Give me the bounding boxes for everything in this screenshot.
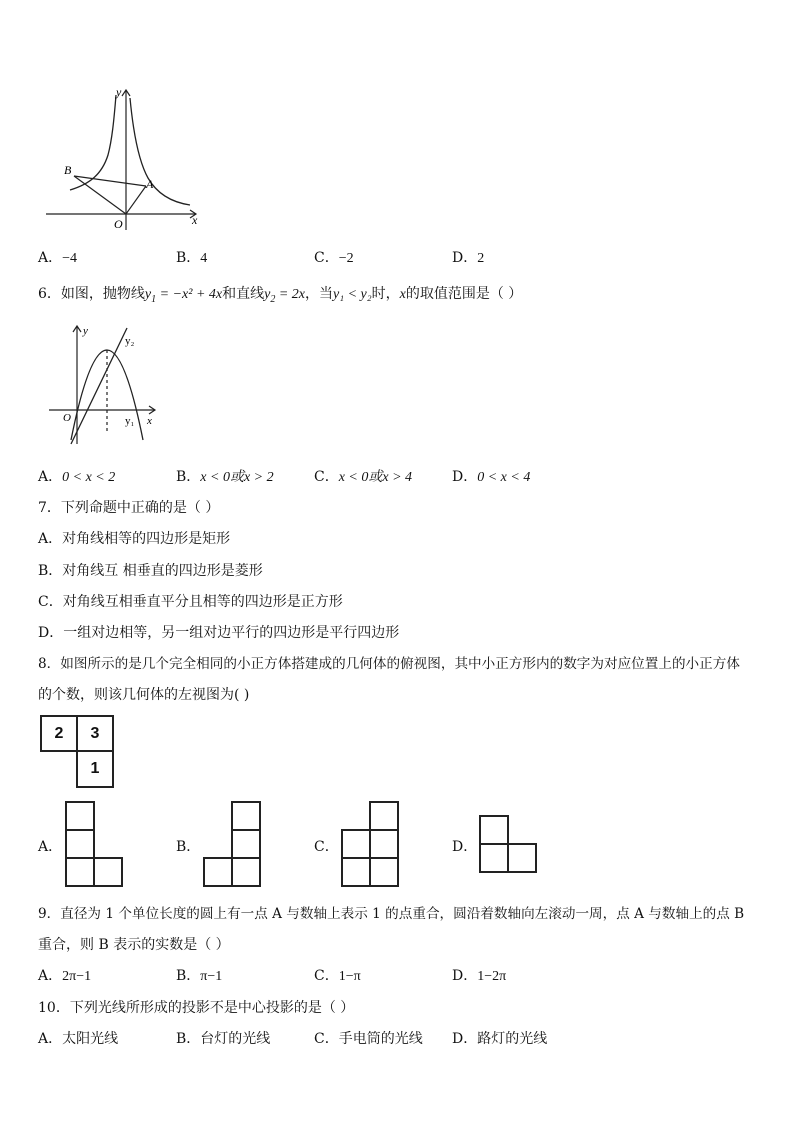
q8-option-c-figure [340, 800, 400, 890]
q6-origin-label: O [63, 412, 71, 424]
q10-option-a[interactable]: A．太阳光线 [38, 1031, 119, 1047]
q6-y1-label: y₁ [125, 415, 135, 427]
q10-stem: 10．下列光线所形成的投影不是中心投影的是（ ） [38, 1000, 355, 1016]
q8-cell-3: 3 [76, 715, 114, 752]
q8-stem-line1: 8．如图所示的是几个完全相同的小正方体搭建成的几何体的俯视图，其中小正方形内的数字为对应位置上的小正方体 [38, 656, 740, 672]
q6-y2-label: y₂ [125, 335, 135, 347]
q5-segment-oa [126, 186, 146, 214]
q8-option-a-figure [64, 800, 124, 890]
q6-graph [45, 320, 165, 450]
q8-option-c-label[interactable]: C． [314, 839, 339, 855]
q5-point-b-label: B [64, 163, 72, 177]
q9-option-d[interactable]: D．1−2π [452, 968, 507, 984]
q5-option-b[interactable]: B．4 [176, 250, 208, 266]
q5-point-a-label: A [146, 177, 154, 191]
q9-stem-line2: 重合，则 B 表示的实数是（ ） [38, 937, 230, 953]
q9-option-b[interactable]: B．π−1 [176, 968, 223, 984]
q8-option-b-label[interactable]: B． [176, 839, 201, 855]
q6-line-y2 [71, 328, 127, 444]
q9-option-c[interactable]: C．1−π [314, 968, 361, 984]
q8-option-d-label[interactable]: D． [452, 839, 478, 855]
q6-stem: 6．如图，抛物线$y_1 = -x^2 + 4x$和直线$y_2 = 2x$，当y₁ < y₂时，x的取值范围是（ ） [38, 286, 523, 305]
q10-option-d[interactable]: D．路灯的光线 [452, 1031, 548, 1047]
q10-option-c[interactable]: C．手电筒的光线 [314, 1031, 423, 1047]
q6-x-label: x [147, 415, 152, 427]
q9-option-a[interactable]: A．2π−1 [38, 968, 92, 984]
q5-option-c[interactable]: C．−2 [314, 250, 354, 266]
q9-stem-line1: 9．直径为 1 个单位长度的圆上有一点 A 与数轴上表示 1 的点重合，圆沿着数轴向左滚动一周，点 A 与数轴上的点 B [38, 906, 745, 922]
q7-option-a[interactable]: A．对角线相等的四边形是矩形 [38, 531, 231, 547]
q7-option-b[interactable]: B．对角线互 相垂直的四边形是菱形 [38, 563, 263, 579]
q8-option-d-figure [478, 814, 538, 876]
q6-option-b[interactable]: B．x < 0或x > 2 [176, 469, 274, 485]
q5-left-branch [70, 95, 116, 190]
q7-option-c[interactable]: C．对角线互相垂直平分且相等的四边形是正方形 [38, 594, 343, 610]
q8-cell-1: 1 [76, 750, 114, 788]
q5-origin-label: O [114, 217, 123, 231]
q6-option-d[interactable]: D．0 < x < 4 [452, 469, 531, 485]
q7-stem: 7．下列命题中正确的是（ ） [38, 500, 220, 516]
q5-x-label: x [192, 213, 198, 227]
q8-option-b-figure [202, 800, 262, 890]
q6-y-label: y [83, 325, 88, 337]
q5-graph [30, 80, 230, 240]
q5-option-a[interactable]: A．−4 [38, 250, 78, 266]
q6-y2: $y_2$ [264, 287, 276, 305]
q5-right-branch [130, 98, 190, 205]
q8-option-a-label[interactable]: A． [38, 839, 63, 855]
q8-stem-line2: 的个数，则该几何体的左视图为( ) [38, 687, 250, 703]
q6-option-c[interactable]: C．x < 0或x > 4 [314, 469, 413, 485]
q5-y-label: y [116, 85, 122, 99]
q6-y1: $y_1$ [144, 287, 157, 305]
q10-option-b[interactable]: B．台灯的光线 [176, 1031, 271, 1047]
q5-option-d[interactable]: D．2 [452, 250, 485, 266]
q7-option-d[interactable]: D．一组对边相等，另一组对边平行的四边形是平行四边形 [38, 625, 400, 641]
q8-cell-2: 2 [40, 715, 78, 752]
q6-option-a[interactable]: A．0 < x < 2 [38, 469, 116, 485]
